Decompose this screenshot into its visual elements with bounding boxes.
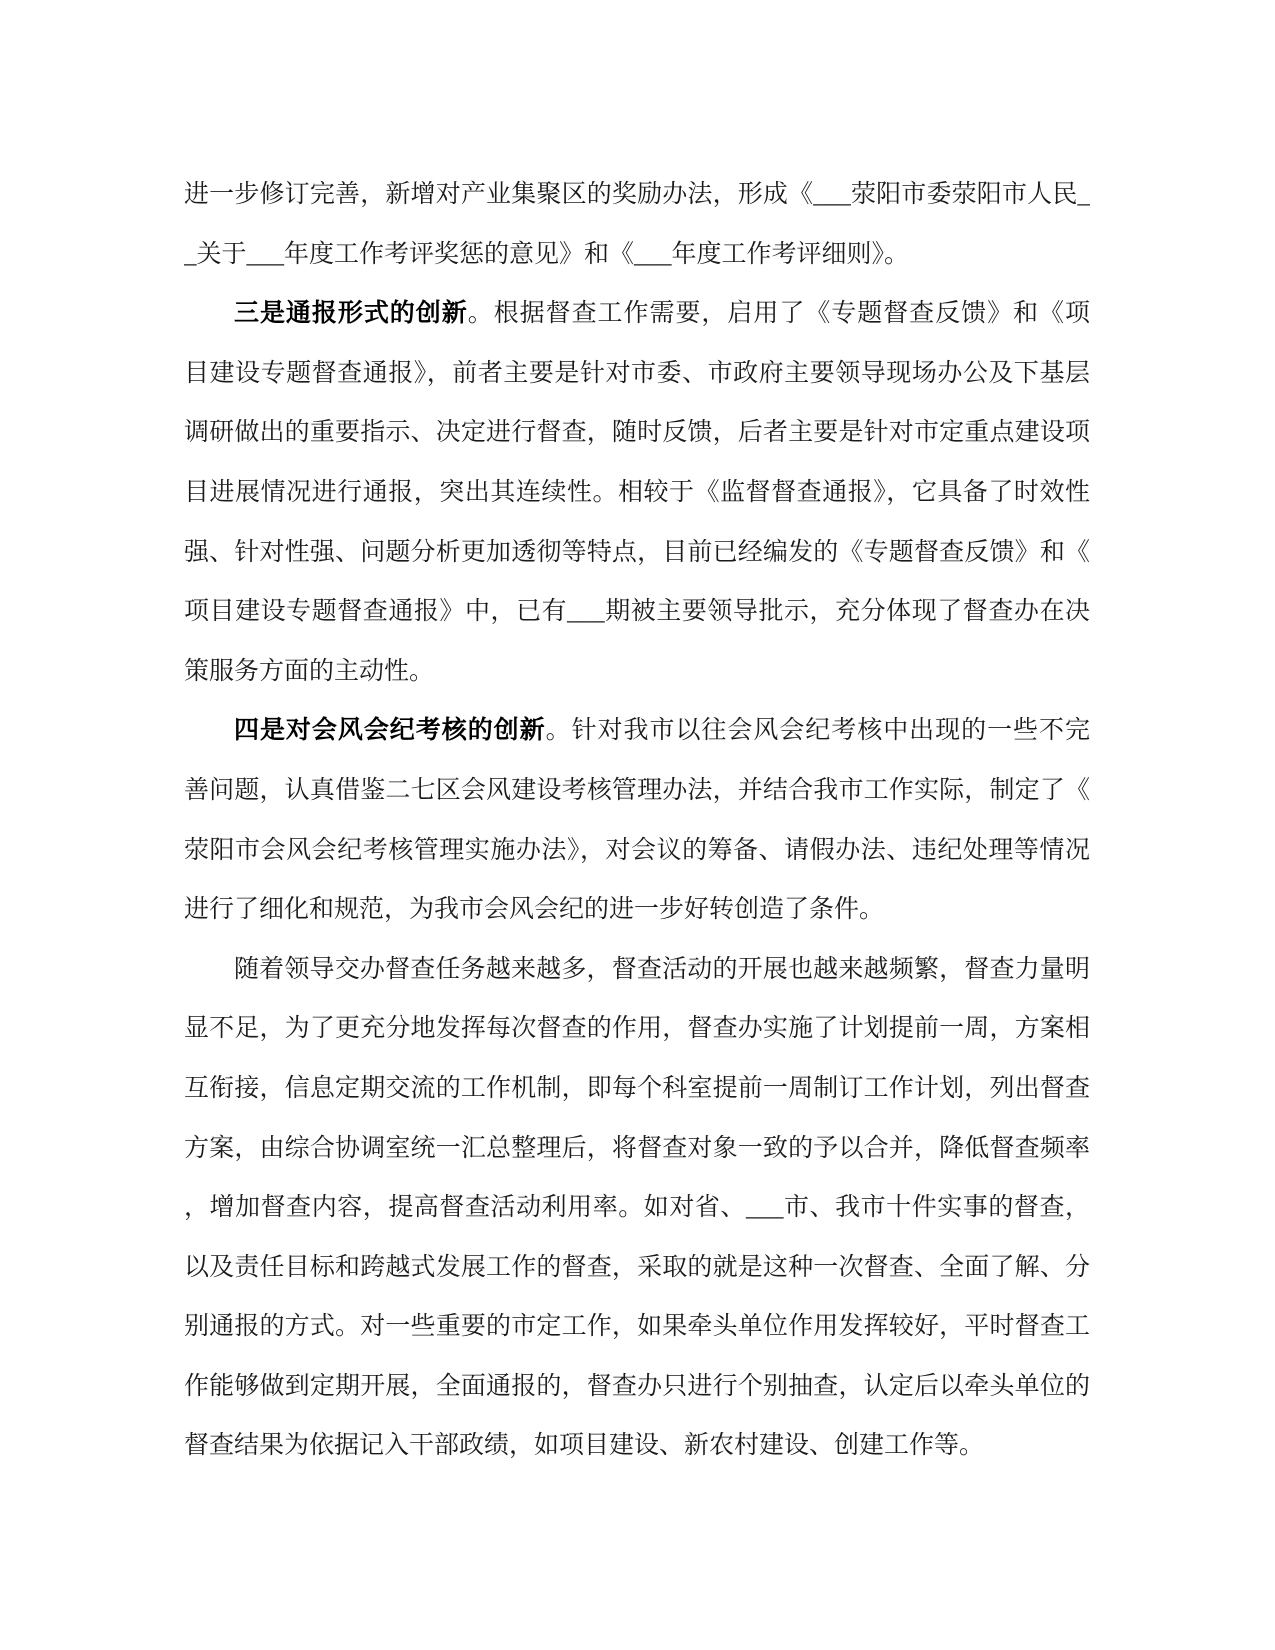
body-text: 荥阳市会风会纪考核管理实施办法》，对会议的筹备、请假办法、违纪处理等情况 xyxy=(184,836,1090,864)
text-line xyxy=(184,165,1090,225)
text-line xyxy=(184,999,1090,1059)
text-line xyxy=(184,463,1090,523)
text-line xyxy=(184,761,1090,821)
text-line xyxy=(184,523,1090,583)
text-line xyxy=(184,225,1090,285)
text-line xyxy=(184,284,1090,344)
text-line xyxy=(184,821,1090,881)
text-line xyxy=(184,880,1090,940)
body-text: 方案，由综合协调室统一汇总整理后，将督查对象一致的予以合并，降低督查频率 xyxy=(184,1134,1090,1162)
body-text: 显不足，为了更充分地发挥每次督查的作用，督查办实施了计划提前一周，方案相 xyxy=(184,1015,1090,1043)
body-text: 策服务方面的主动性。 xyxy=(184,657,435,685)
text-line xyxy=(184,1357,1090,1417)
body-text: 作能够做到定期开展，全面通报的，督查办只进行个别抽查，认定后以牵头单位的 xyxy=(184,1372,1090,1400)
body-text: 强、针对性强、问题分析更加透彻等特点，目前已经编发的《专题督查反馈》和《 xyxy=(184,538,1090,566)
body-text: 随着领导交办督查任务越来越多，督查活动的开展也越来越频繁，督查力量明 xyxy=(234,955,1090,983)
text-line xyxy=(184,1416,1090,1476)
body-text: 项目建设专题督查通报》中，已有___期被主要领导批示，充分体现了督查办在决 xyxy=(184,598,1090,626)
text-line xyxy=(184,1059,1090,1119)
text-line xyxy=(184,940,1090,1000)
body-text: 别通报的方式。对一些重要的市定工作，如果牵头单位作用发挥较好，平时督查工 xyxy=(184,1313,1090,1341)
body-text: 善问题，认真借鉴二七区会风建设考核管理办法，并结合我市工作实际，制定了《 xyxy=(184,776,1090,804)
section-heading-text: 四是对会风会纪考核的创新 xyxy=(234,716,546,745)
body-text: _关于___年度工作考评奖惩的意见》和《___年度工作考评细则》。 xyxy=(184,240,910,268)
body-text: 进一步修订完善，新增对产业集聚区的奖励办法，形成《___荥阳市委荥阳市人民_ xyxy=(184,181,1090,208)
body-text: 。根据督查工作需要，启用了《专题督查反馈》和《项 xyxy=(467,300,1090,328)
text-line xyxy=(184,642,1090,702)
text-line xyxy=(184,344,1090,404)
document-body xyxy=(184,165,1090,1476)
body-text: 目建设专题督查通报》，前者主要是针对市委、市政府主要领导现场办公及下基层 xyxy=(184,359,1090,387)
body-text: 互衔接，信息定期交流的工作机制，即每个科室提前一周制订工作计划，列出督查 xyxy=(184,1074,1090,1102)
section-heading-text: 三是通报形式的创新 xyxy=(234,299,468,328)
body-text: ，增加督查内容，提高督查活动利用率。如对省、___市、我市十件实事的督查， xyxy=(184,1194,1090,1222)
text-line xyxy=(184,701,1090,761)
text-line xyxy=(184,582,1090,642)
body-text: 目进展情况进行通报，突出其连续性。相较于《监督督查通报》，它具备了时效性 xyxy=(184,478,1090,506)
body-text: 调研做出的重要指示、决定进行督查，随时反馈，后者主要是针对市定重点建设项 xyxy=(184,419,1090,447)
body-text: 。针对我市以往会风会纪考核中出现的一些不完 xyxy=(545,717,1090,745)
text-line xyxy=(184,1297,1090,1357)
text-line xyxy=(184,1238,1090,1298)
body-text: 以及责任目标和跨越式发展工作的督查，采取的就是这种一次督查、全面了解、分 xyxy=(184,1253,1090,1281)
body-text: 进行了细化和规范，为我市会风会纪的进一步好转创造了条件。 xyxy=(184,896,885,924)
text-line xyxy=(184,1178,1090,1238)
text-line xyxy=(184,1119,1090,1179)
text-line xyxy=(184,403,1090,463)
body-text: 督查结果为依据记入干部政绩，如项目建设、新农村建设、创建工作等。 xyxy=(184,1432,985,1460)
